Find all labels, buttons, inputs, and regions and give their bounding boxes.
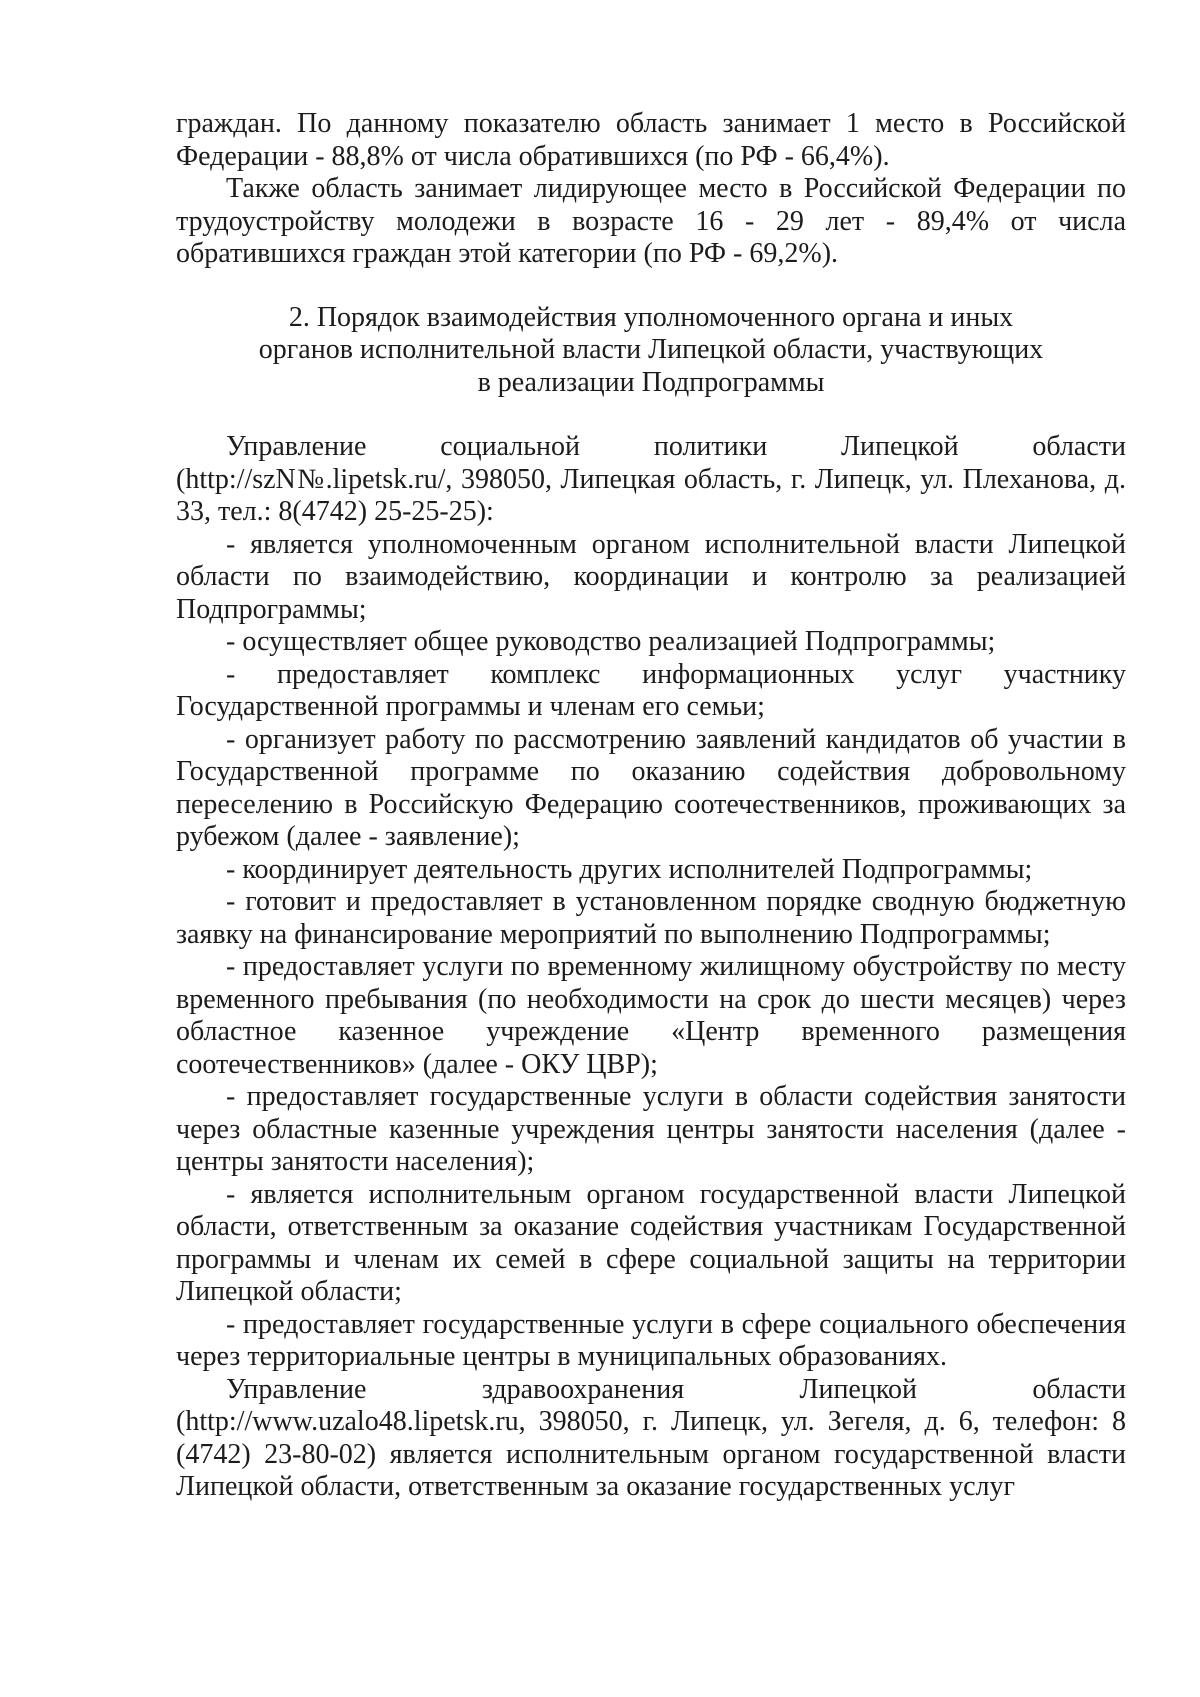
youth-employment-paragraph: Также область занимает лидирующее место в Российской Федерации по трудоустройству молодежи в возрасте 16 - 29 лет - 89,4% от числа обратившихся граждан этой категории (по РФ - 69,2%). bbox=[176, 173, 1126, 269]
document-page bbox=[176, 108, 1126, 1504]
list-item: - является уполномоченным органом исполнительной власти Липецкой области по взаимодействию, координации и контролю за реализацией Подпрограммы; bbox=[176, 528, 1126, 625]
list-item: - готовит и предоставляет в установленном порядке сводную бюджетную заявку на финансирование мероприятий по выполнению Подпрограммы; bbox=[176, 886, 1126, 950]
health-department-paragraph: Управление здравоохранения Липецкой области (http://www.uzalo48.lipetsk.ru, 398050, г. Липецк, ул. Зегеля, д. 6, телефон: 8 (4742) 23-80-02) является исполнительным органом государственной власти Липецкой области, ответственным за оказание государственных услуг bbox=[176, 1373, 1126, 1502]
list-item: - является исполнительным органом государственной власти Липецкой области, ответственным за оказание содействия участникам Государственной программы и членам их семей в сфере социальной защиты на территории Липецкой области; bbox=[176, 1178, 1126, 1307]
list-item: - предоставляет государственные услуги в области содействия занятости через областные казенные учреждения центры занятости населения (далее - центры занятости населения); bbox=[176, 1081, 1126, 1177]
list-item: - предоставляет государственные услуги в сфере социального обеспечения через территориальные центры в муниципальных образованиях. bbox=[176, 1308, 1126, 1372]
list-item: - предоставляет услуги по временному жилищному обустройству по месту временного пребывания (по необходимости на срок до шести месяцев) через областное казенное учреждение «Центр временного размещения соотечественников» (далее - ОКУ ЦВР); bbox=[176, 951, 1126, 1080]
list-item: - предоставляет комплекс информационных услуг участнику Государственной программы и членам его семьи; bbox=[176, 658, 1126, 722]
list-item: - координирует деятельность других исполнителей Подпрограммы; bbox=[226, 853, 1033, 885]
section-heading-line-3: в реализации Подпрограммы bbox=[477, 366, 825, 398]
intro-continuation-paragraph: граждан. По данному показателю область занимает 1 место в Российской Федерации - 88,8% от числа обратившихся (по РФ - 66,4%). bbox=[176, 108, 1126, 172]
section-heading bbox=[176, 302, 1126, 400]
list-item: - организует работу по рассмотрению заявлений кандидатов об участии в Государственной программе по оказанию содействия добровольному переселению в Российскую Федерацию соотечественников, проживающих за рубежом (далее - заявление); bbox=[176, 723, 1126, 852]
section-heading-line-2: органов исполнительной власти Липецкой области, участвующих bbox=[258, 334, 1044, 365]
social-policy-intro-paragraph: Управление социальной политики Липецкой области (http://szN№.lipetsk.ru/, 398050, Липецкая область, г. Липецк, ул. Плеханова, д. 33, тел.: 8(4742) 25-25-25): bbox=[176, 431, 1126, 527]
section-heading-line-1: 2. Порядок взаимодействия уполномоченного органа и иных bbox=[288, 301, 1014, 333]
list-item: - осуществляет общее руководство реализацией Подпрограммы; bbox=[226, 626, 996, 657]
